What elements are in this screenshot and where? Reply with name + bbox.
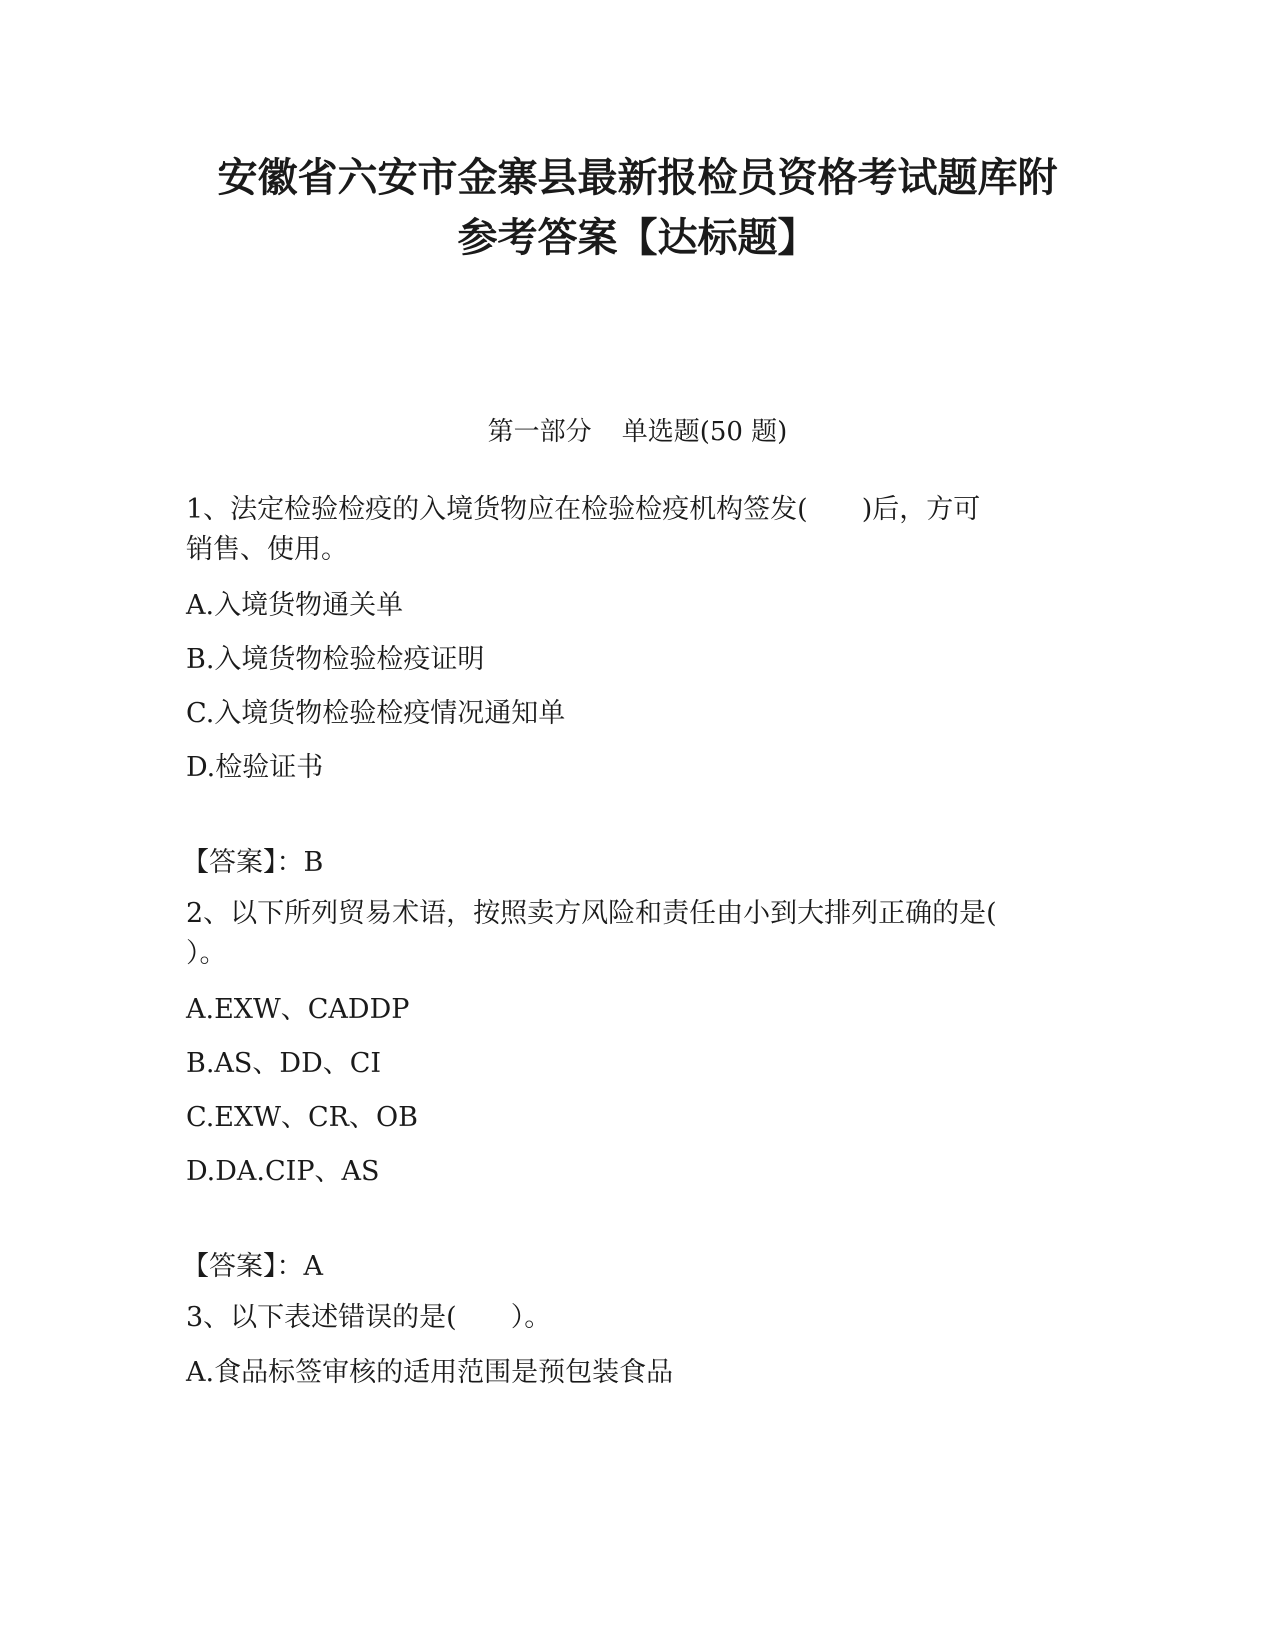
question-2-option-b: B.AS、DD、CI [186,1048,382,1079]
question-2-option-c: C.EXW、CR、OB [186,1102,418,1133]
question-1-stem-line-2: 销售、使用。 [186,534,348,565]
section-heading [150,414,1125,450]
answer-label: 【答案】 [182,847,277,878]
answer-separator: ： [276,847,304,878]
section-part: 第一部分 [487,417,592,447]
section-name: 单选题(50 题) [621,417,788,447]
answer-value: B [303,847,324,878]
question-2-stem-line-2: ）。 [186,938,227,969]
question-2-option-d: D.DA.CIP、AS [186,1156,380,1187]
document-title-line-2: 参考答案【达标题】 [457,215,818,261]
document-title-line-1: 安徽省六安市金寨县最新报检员资格考试题库附 [217,155,1058,201]
question-2-stem-line-1: 2、以下所列贸易术语，按照卖方风险和责任由小到大排列正确的是( [186,898,997,929]
question-1-option-a: A.入境货物通关单 [186,590,404,621]
question-2-answer [182,1249,1062,1285]
question-1-stem-line-1: 1、法定检验检疫的入境货物应在检验检疫机构签发( )后，方可 [186,494,981,525]
question-1-option-d: D.检验证书 [186,752,324,783]
question-3-option-a: A.食品标签审核的适用范围是预包装食品 [186,1357,674,1388]
question-3-stem-line-1: 3、以下表述错误的是( ）。 [186,1302,552,1333]
question-2-option-a: A.EXW、CADDP [186,994,410,1025]
answer-value: A [303,1251,323,1282]
question-1-option-c: C.入境货物检验检疫情况通知单 [186,698,566,729]
question-1-answer [182,845,1062,881]
question-1-option-b: B.入境货物检验检疫证明 [186,644,485,675]
answer-separator: ： [276,1251,304,1282]
answer-label: 【答案】 [182,1251,277,1282]
